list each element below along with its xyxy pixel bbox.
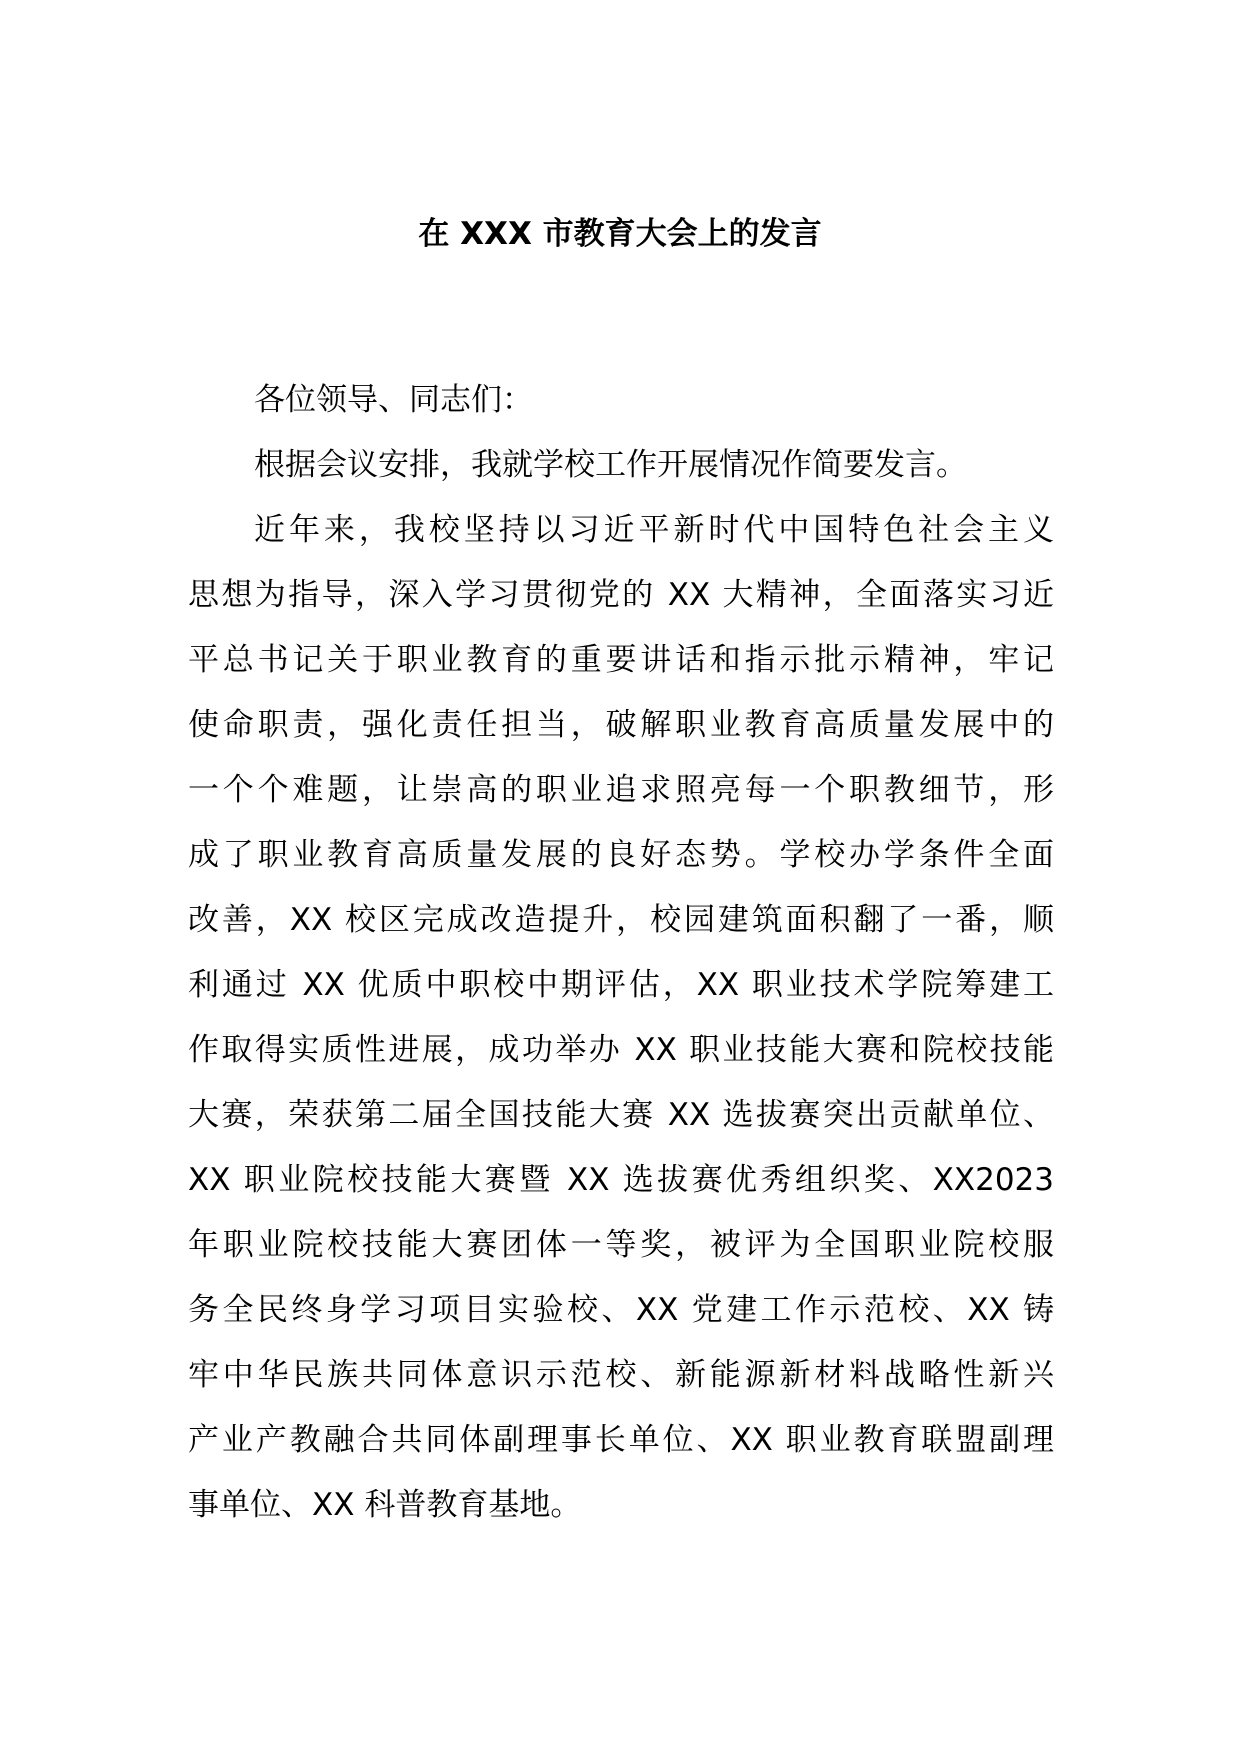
paragraph-line: 成了职业教育高质量发展的良好态势。学校办学条件全面 bbox=[188, 837, 1054, 873]
paragraph-line: 一个个难题，让崇高的职业追求照亮每一个职教细节，形 bbox=[188, 772, 1054, 808]
paragraph-line: 务全民终身学习项目实验校、XX 党建工作示范校、XX 铸 bbox=[188, 1292, 1054, 1328]
paragraph-line: XX 职业院校技能大赛暨 XX 选拔赛优秀组织奖、XX2023 bbox=[188, 1162, 1054, 1198]
paragraph-line: 改善，XX 校区完成改造提升，校园建筑面积翻了一番，顺 bbox=[188, 902, 1054, 938]
intro-paragraph: 根据会议安排，我就学校工作开展情况作简要发言。 bbox=[254, 447, 967, 483]
document-body bbox=[188, 368, 1054, 1538]
paragraph-line: 作取得实质性进展，成功举办 XX 职业技能大赛和院校技能 bbox=[188, 1032, 1054, 1068]
paragraph-line: 近年来，我校坚持以习近平新时代中国特色社会主义 bbox=[254, 512, 1054, 548]
document-title: 在 XXX 市教育大会上的发言 bbox=[418, 216, 822, 252]
paragraph-line: 思想为指导，深入学习贯彻党的 XX 大精神，全面落实习近 bbox=[188, 577, 1054, 613]
paragraph-line: 牢中华民族共同体意识示范校、新能源新材料战略性新兴 bbox=[188, 1357, 1054, 1393]
salutation: 各位领导、同志们： bbox=[254, 382, 533, 418]
paragraph-line: 利通过 XX 优质中职校中期评估，XX 职业技术学院筹建工 bbox=[188, 967, 1054, 1003]
main-paragraph bbox=[188, 498, 1054, 1538]
paragraph-line: 使命职责，强化责任担当，破解职业教育高质量发展中的 bbox=[188, 707, 1054, 743]
paragraph-line: 产业产教融合共同体副理事长单位、XX 职业教育联盟副理 bbox=[188, 1422, 1054, 1458]
paragraph-line: 事单位、XX 科普教育基地。 bbox=[188, 1487, 582, 1523]
paragraph-line: 大赛，荣获第二届全国技能大赛 XX 选拔赛突出贡献单位、 bbox=[188, 1097, 1054, 1133]
paragraph-line: 年职业院校技能大赛团体一等奖，被评为全国职业院校服 bbox=[188, 1227, 1054, 1263]
paragraph-line: 平总书记关于职业教育的重要讲话和指示批示精神，牢记 bbox=[188, 642, 1054, 678]
